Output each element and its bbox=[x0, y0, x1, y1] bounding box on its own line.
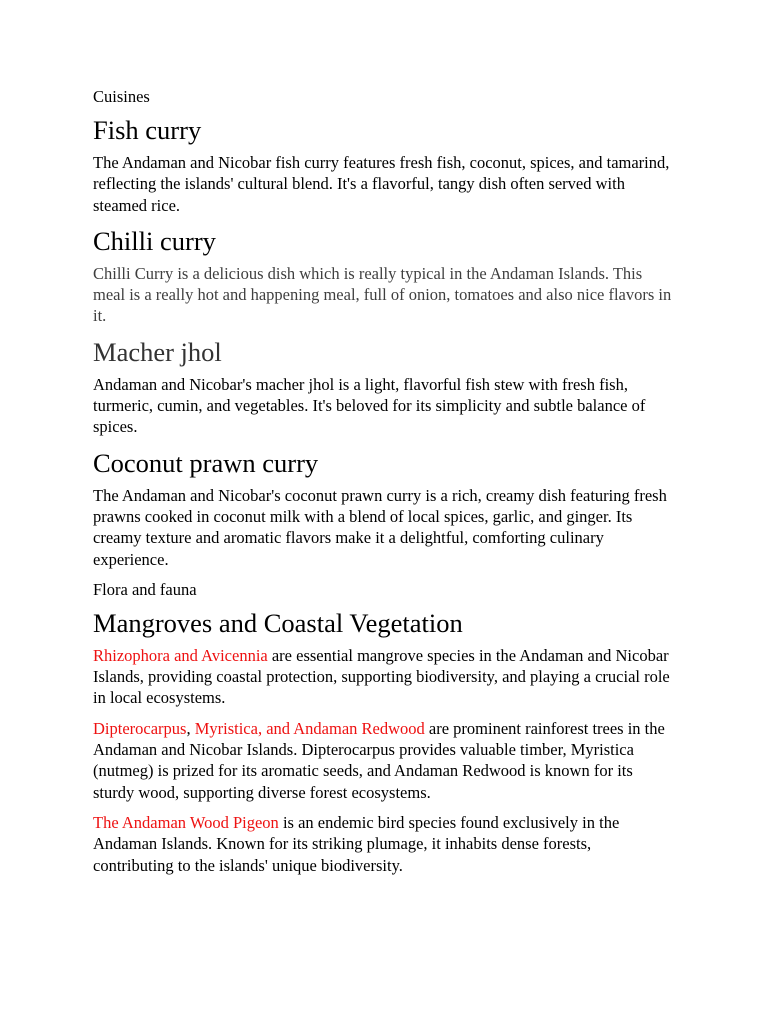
rainforest-trees-paragraph bbox=[93, 718, 673, 803]
flora-fauna-section-label: Flora and fauna bbox=[93, 579, 197, 599]
fish-curry-heading: Fish curry bbox=[93, 115, 202, 145]
rainforest-trees-text: are prominent rainforest trees in the Andaman and Nicobar Islands. Dipterocarpus provides valuable timber, Myristica (nutmeg) is prized for its aromatic seeds, and Andaman Redwood is known for its sturdy wood, supporting diverse forest ecosystems. bbox=[93, 718, 665, 802]
macher-jhol-text: Andaman and Nicobar's macher jhol is a light, flavorful fish stew with fresh fish, turmeric, cumin, and vegetables. It's beloved for its simplicity and subtle balance of spices. bbox=[93, 374, 646, 437]
dipterocarpus-highlight: Dipterocarpus bbox=[93, 718, 187, 738]
chilli-curry-text: Chilli Curry is a delicious dish which is really typical in the Andaman Islands. This meal is a really hot and happening meal, full of onion, tomatoes and also nice flavors in it. bbox=[93, 263, 672, 326]
mangrove-species-text: are essential mangrove species in the Andaman and Nicobar Islands, providing coastal protection, supporting biodiversity, and playing a crucial role in local ecosystems. bbox=[93, 645, 670, 708]
wood-pigeon-text: is an endemic bird species found exclusively in the Andaman Islands. Known for its striking plumage, it inhabits dense forests, contributing to the islands' unique biodiversity. bbox=[93, 812, 620, 875]
myristica-redwood-highlight: Myristica, and Andaman Redwood bbox=[194, 718, 425, 738]
wood-pigeon-highlight: The Andaman Wood Pigeon bbox=[93, 812, 279, 832]
mangroves-heading: Mangroves and Coastal Vegetation bbox=[93, 607, 463, 638]
wood-pigeon-paragraph bbox=[93, 812, 673, 876]
coconut-prawn-curry-text: The Andaman and Nicobar's coconut prawn curry is a rich, creamy dish featuring fresh prawns cooked in coconut milk with a blend of local spices, garlic, and ginger. Its creamy texture and aromatic flavors make it a delightful, comforting culinary experience. bbox=[93, 485, 667, 569]
document-page bbox=[93, 86, 673, 885]
mangrove-species-paragraph bbox=[93, 645, 673, 709]
cuisines-section-label: Cuisines bbox=[93, 87, 150, 106]
mangrove-species-highlight: Rhizophora and Avicennia bbox=[93, 645, 268, 665]
coconut-prawn-curry-heading: Coconut prawn curry bbox=[93, 447, 319, 478]
highlight-separator: , bbox=[186, 718, 195, 738]
fish-curry-text: The Andaman and Nicobar fish curry features fresh fish, coconut, spices, and tamarind, reflecting the islands' cultural blend. It's a flavorful, tangy dish often served with steamed rice. bbox=[93, 153, 670, 215]
chilli-curry-heading: Chilli curry bbox=[93, 225, 216, 256]
macher-jhol-heading: Macher jhol bbox=[93, 336, 222, 367]
